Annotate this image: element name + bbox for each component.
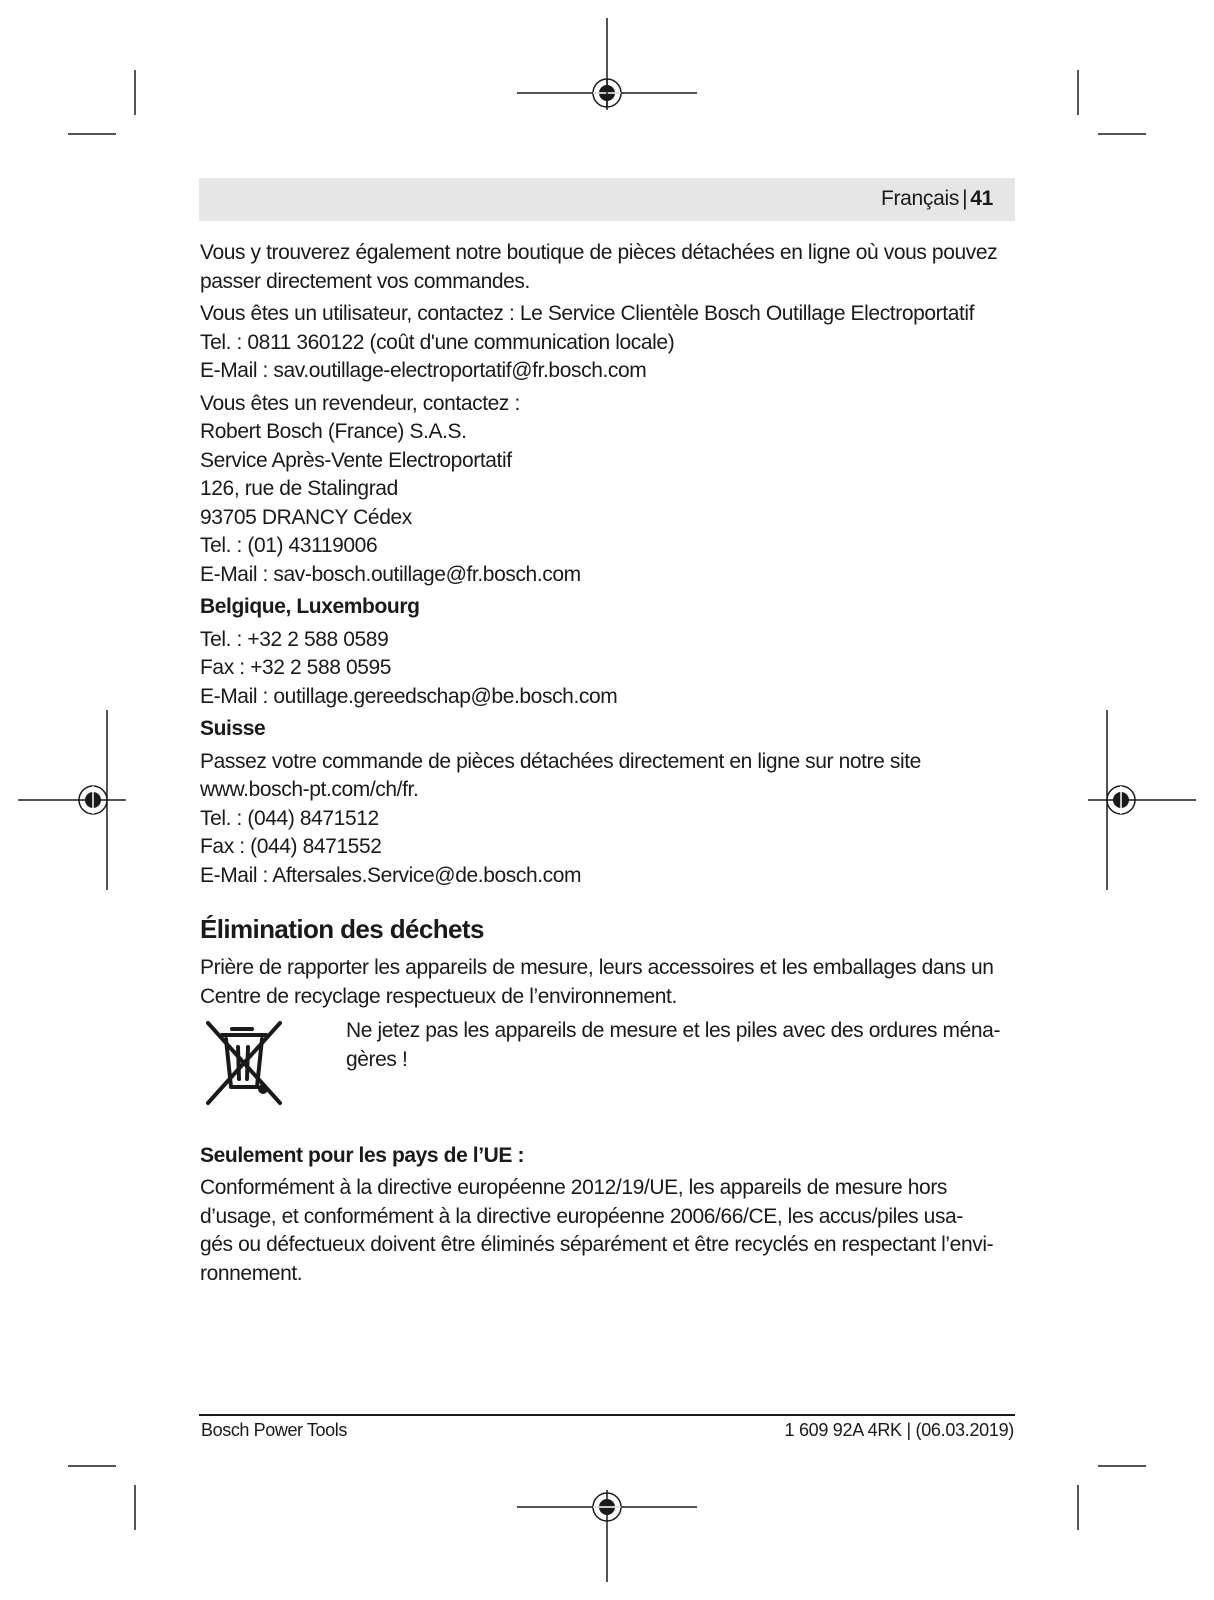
- heading-eu-only: Seulement pour les pays de l’UE :: [200, 1143, 525, 1167]
- footer-rule: [199, 1414, 1015, 1416]
- weee-notice: [200, 1017, 1015, 1116]
- page-header: [199, 178, 1015, 221]
- paragraph-user-contact: Vous êtes un utilisateur, contactez : Le Service Clientèle Bosch Outillage Electroportatif Tel. : 0811 360122 (coût d'une communication locale) E-Mail : sav.outillage-electroportatif@fr.bosch.com: [200, 302, 975, 382]
- header-label: Français | 41: [880, 187, 993, 210]
- footer-document-id: 1 609 92A 4RK | (06.03.2019): [784, 1420, 1014, 1440]
- paragraph-reseller-contact: Vous êtes un revendeur, contactez : Robert Bosch (France) S.A.S. Service Après-Vente Electroportatif 126, rue de Stalingrad 93705 DRANCY Cédex Tel. : (01) 43119006 E-Mail : sav-bosch.outillage@fr.bosch.com: [200, 391, 581, 586]
- section-title-disposal: Élimination des déchets: [200, 914, 484, 944]
- paragraph-eu-directive: Conformément à la directive européenne 2012/19/UE, les appareils de mesure hors d’usage, et conformément à la directive européenne 2006/66/CE, les accus/piles usa- gés ou défectueux doivent être éliminés séparément et être recyclés en respectant l’envi- ronnement.: [200, 1176, 994, 1285]
- paragraph-disposal: Prière de rapporter les appareils de mesure, leurs accessoires et les emballages dans un Centre de recyclage respectueux de l’environnement.: [200, 956, 994, 1008]
- weee-notice-text: Ne jetez pas les appareils de mesure et les piles avec des ordures ména- gères !: [346, 1019, 1001, 1071]
- heading-belgium: Belgique, Luxembourg: [200, 595, 420, 618]
- header-language: Français: [880, 187, 960, 210]
- crossed-out-wheeled-bin-icon: [200, 1017, 290, 1107]
- paragraph-switzerland-contact: Passez votre commande de pièces détachées directement en ligne sur notre site www.bosch-pt.com/ch/fr. Tel. : (044) 8471512 Fax : (044) 8471552 E-Mail : Aftersales.Service@de.bosch.com: [200, 749, 921, 887]
- paragraph-belgium-contact: Tel. : +32 2 588 0589 Fax : +32 2 588 0595 E-Mail : outillage.gereedschap@be.bosch.com: [200, 627, 618, 708]
- paragraph-online-shop: Vous y trouverez également notre boutique de pièces détachées en ligne où vous pouvez passer directement vos commandes.: [200, 241, 998, 293]
- heading-switzerland: Suisse: [200, 717, 266, 740]
- footer-brand: Bosch Power Tools: [201, 1420, 347, 1440]
- page-number: 41: [970, 187, 993, 210]
- page-body: [200, 239, 1015, 1288]
